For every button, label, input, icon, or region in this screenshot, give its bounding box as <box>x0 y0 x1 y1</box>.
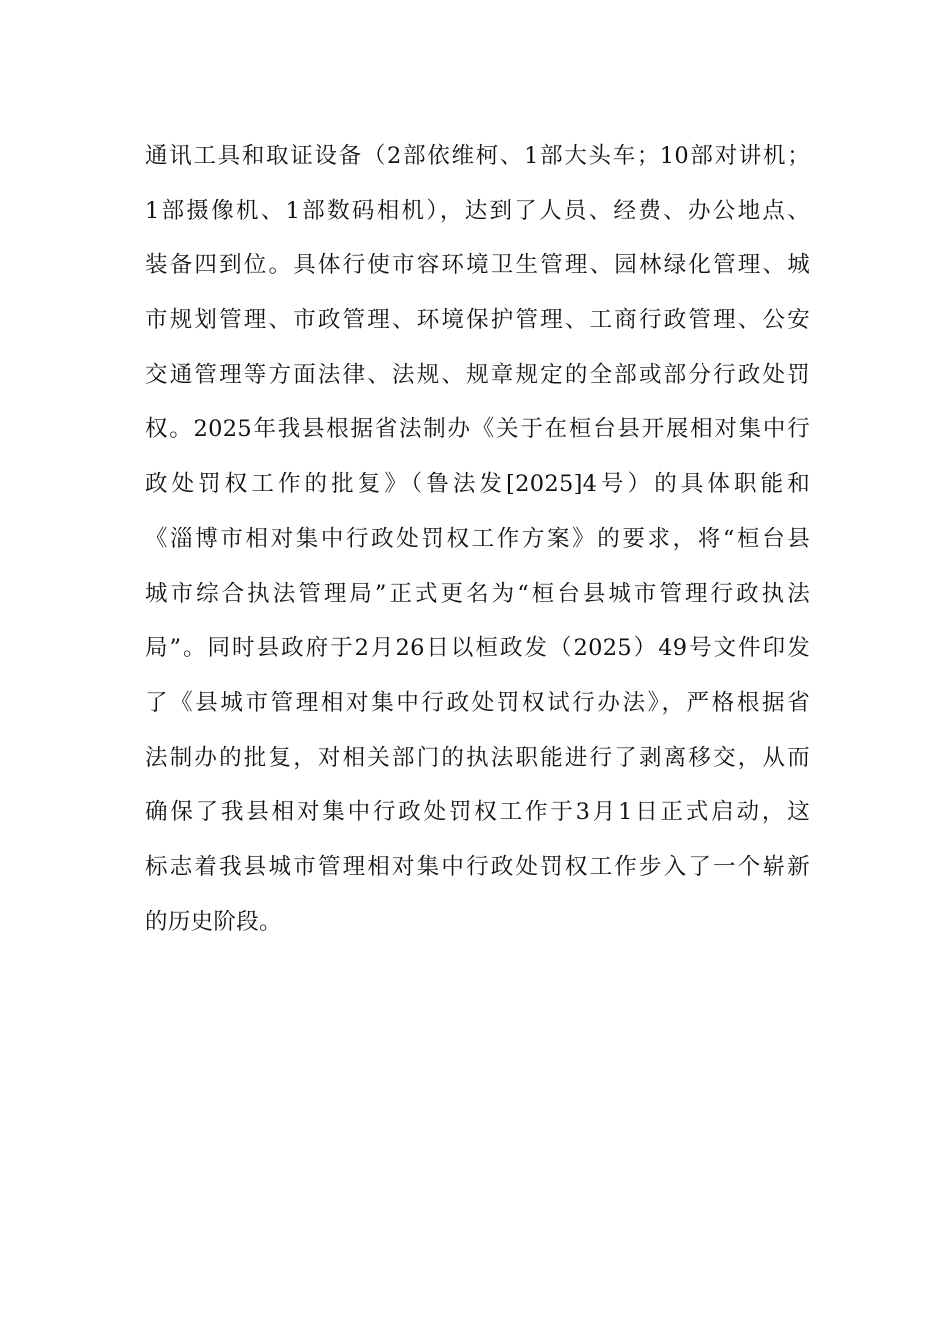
text-line-6: 权。2025年我县根据省法制办《关于在桓台县开展相对集中行 <box>145 416 810 443</box>
text-line-1: 通讯工具和取证设备（2部依维柯、1部大头车；10部对讲机； <box>145 143 810 169</box>
text-line-10: 局”。同时县政府于2月26日以桓政发（2025）49号文件印发 <box>145 635 810 662</box>
text-line-12: 法制办的批复，对相关部门的执法职能进行了剥离移交，从而 <box>145 744 810 771</box>
text-line-7: 政处罚权工作的批复》（鲁法发[2025]4号）的具体职能和 <box>145 471 810 498</box>
text-line-14: 标志着我县城市管理相对集中行政处罚权工作步入了一个崭新 <box>145 853 810 880</box>
text-line-2: 1部摄像机、1部数码相机），达到了人员、经费、办公地点、 <box>145 197 810 224</box>
body-paragraph <box>145 134 810 954</box>
text-line-4: 市规划管理、市政管理、环境保护管理、工商行政管理、公安 <box>145 307 810 334</box>
text-line-15: 的历史阶段。 <box>145 908 282 935</box>
text-line-5: 交通管理等方面法律、法规、规章规定的全部或部分行政处罚 <box>145 361 810 388</box>
text-line-8: 《淄博市相对集中行政处罚权工作方案》的要求，将“桓台县 <box>145 525 810 552</box>
text-line-3: 装备四到位。具体行使市容环境卫生管理、园林绿化管理、城 <box>145 252 810 279</box>
text-line-11: 了《县城市管理相对集中行政处罚权试行办法》，严格根据省 <box>145 689 810 716</box>
text-line-9: 城市综合执法管理局”正式更名为“桓台县城市管理行政执法 <box>145 580 810 607</box>
text-line-13: 确保了我县相对集中行政处罚权工作于3月1日正式启动，这 <box>145 799 810 826</box>
